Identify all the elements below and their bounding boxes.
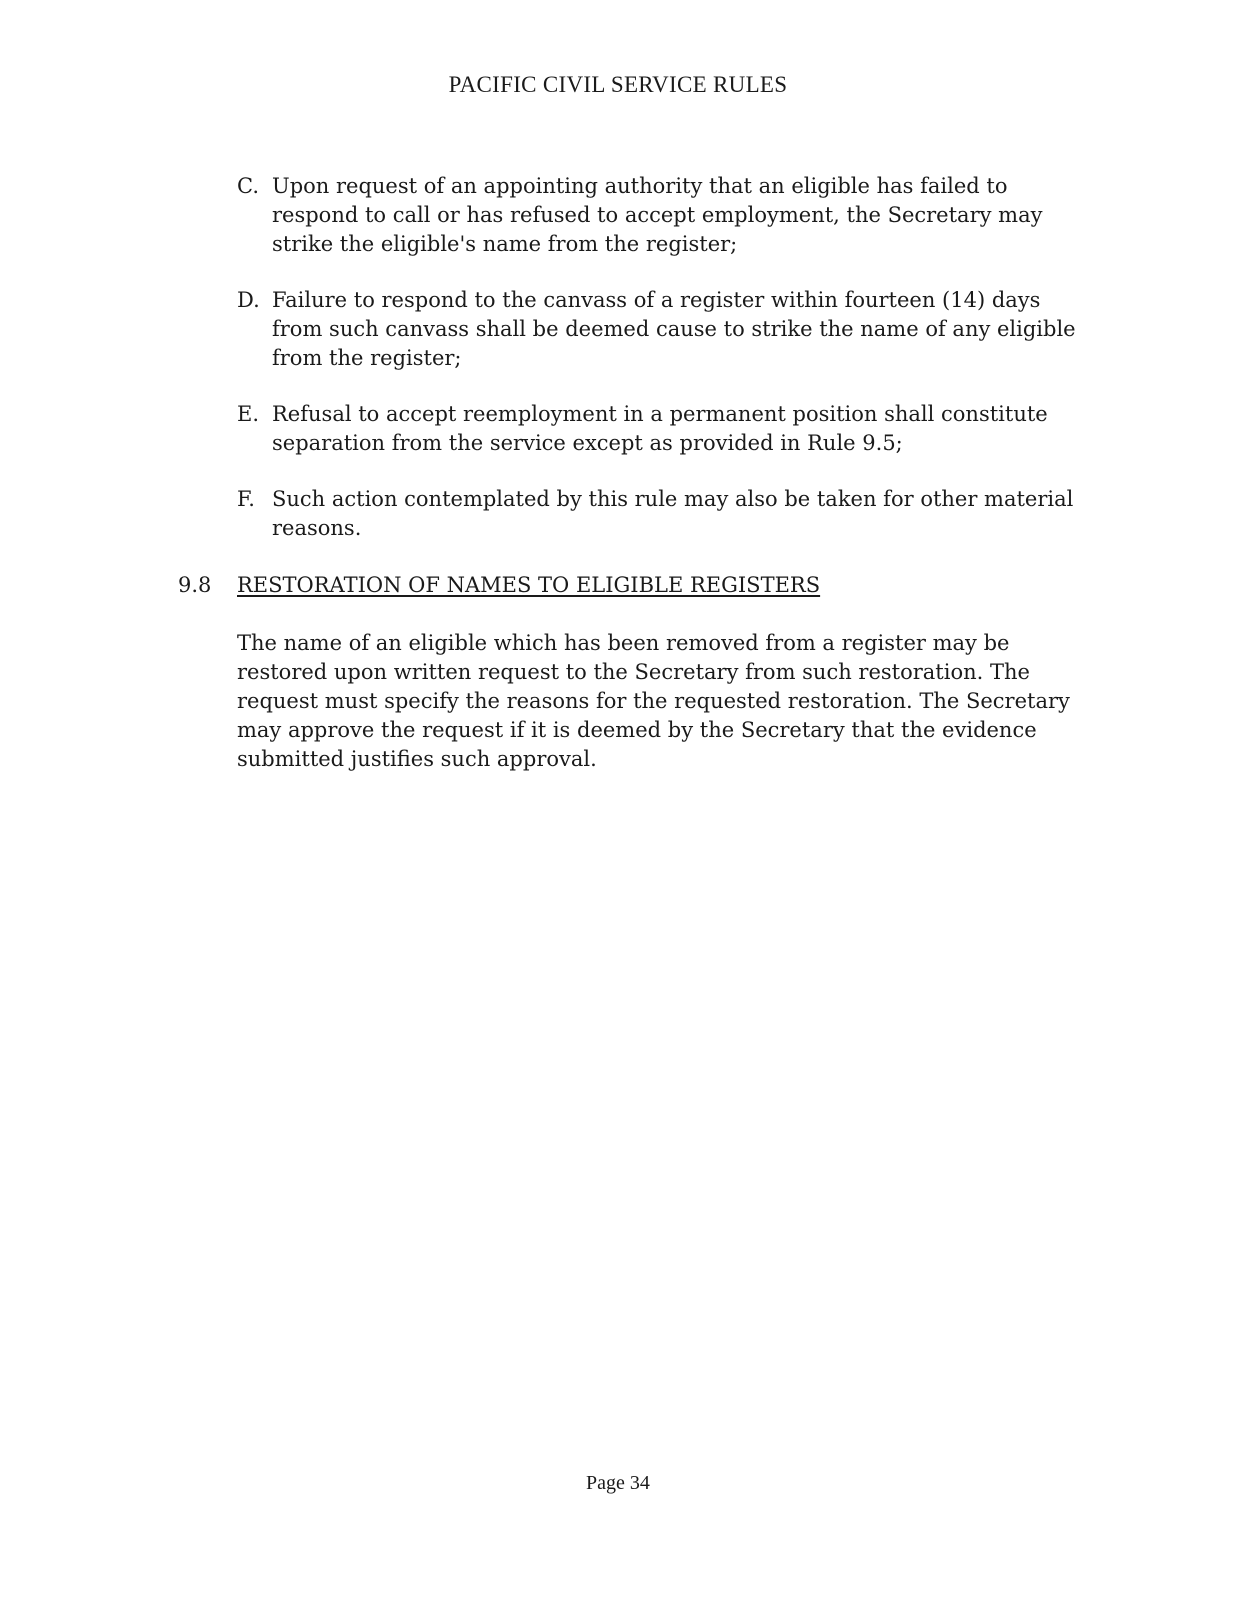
page-number: Page 34 bbox=[586, 1472, 650, 1494]
section-body-line: The name of an eligible which has been removed from a register may be bbox=[237, 631, 1010, 655]
section-title: RESTORATION OF NAMES TO ELIGIBLE REGISTERS bbox=[237, 573, 821, 597]
item-text-line: reasons. bbox=[272, 516, 362, 540]
item-text bbox=[272, 172, 1117, 259]
section-body-line: request must specify the reasons for the requested restoration. The Secretary bbox=[237, 689, 1070, 713]
item-text-line: Such action contemplated by this rule may also be taken for other material bbox=[272, 487, 1074, 511]
item-letter: E. bbox=[237, 402, 260, 426]
item-text bbox=[272, 400, 1117, 458]
item-text-line: from such canvass shall be deemed cause to strike the name of any eligible bbox=[272, 317, 1076, 341]
page-header-title: PACIFIC CIVIL SERVICE RULES bbox=[448, 72, 788, 97]
item-text-line: respond to call or has refused to accept employment, the Secretary may bbox=[272, 203, 1043, 227]
list-item-c bbox=[237, 172, 1117, 259]
section-body-line: submitted justifies such approval. bbox=[237, 747, 597, 771]
item-text-line: separation from the service except as provided in Rule 9.5; bbox=[272, 431, 903, 455]
item-text-line: strike the eligible's name from the register; bbox=[272, 232, 738, 256]
section-body-line: restored upon written request to the Secretary from such restoration. The bbox=[237, 660, 1030, 684]
item-text-line: Failure to respond to the canvass of a register within fourteen (14) days bbox=[272, 288, 1041, 312]
rule-items-list bbox=[237, 172, 1117, 570]
item-text bbox=[272, 286, 1117, 373]
item-text bbox=[272, 485, 1117, 543]
item-text-line: Upon request of an appointing authority that an eligible has failed to bbox=[272, 174, 1008, 198]
list-item-d bbox=[237, 286, 1117, 373]
item-text-line: Refusal to accept reemployment in a permanent position shall constitute bbox=[272, 402, 1048, 426]
section-heading bbox=[178, 571, 1078, 600]
item-letter: C. bbox=[237, 174, 259, 198]
section-body-paragraph bbox=[237, 629, 1117, 774]
section-body-line: may approve the request if it is deemed by the Secretary that the evidence bbox=[237, 718, 1037, 742]
list-item-e bbox=[237, 400, 1117, 458]
item-letter: D. bbox=[237, 288, 260, 312]
list-item-f bbox=[237, 485, 1117, 543]
section-number: 9.8 bbox=[178, 573, 212, 597]
item-text-line: from the register; bbox=[272, 346, 462, 370]
item-letter: F. bbox=[237, 487, 255, 511]
